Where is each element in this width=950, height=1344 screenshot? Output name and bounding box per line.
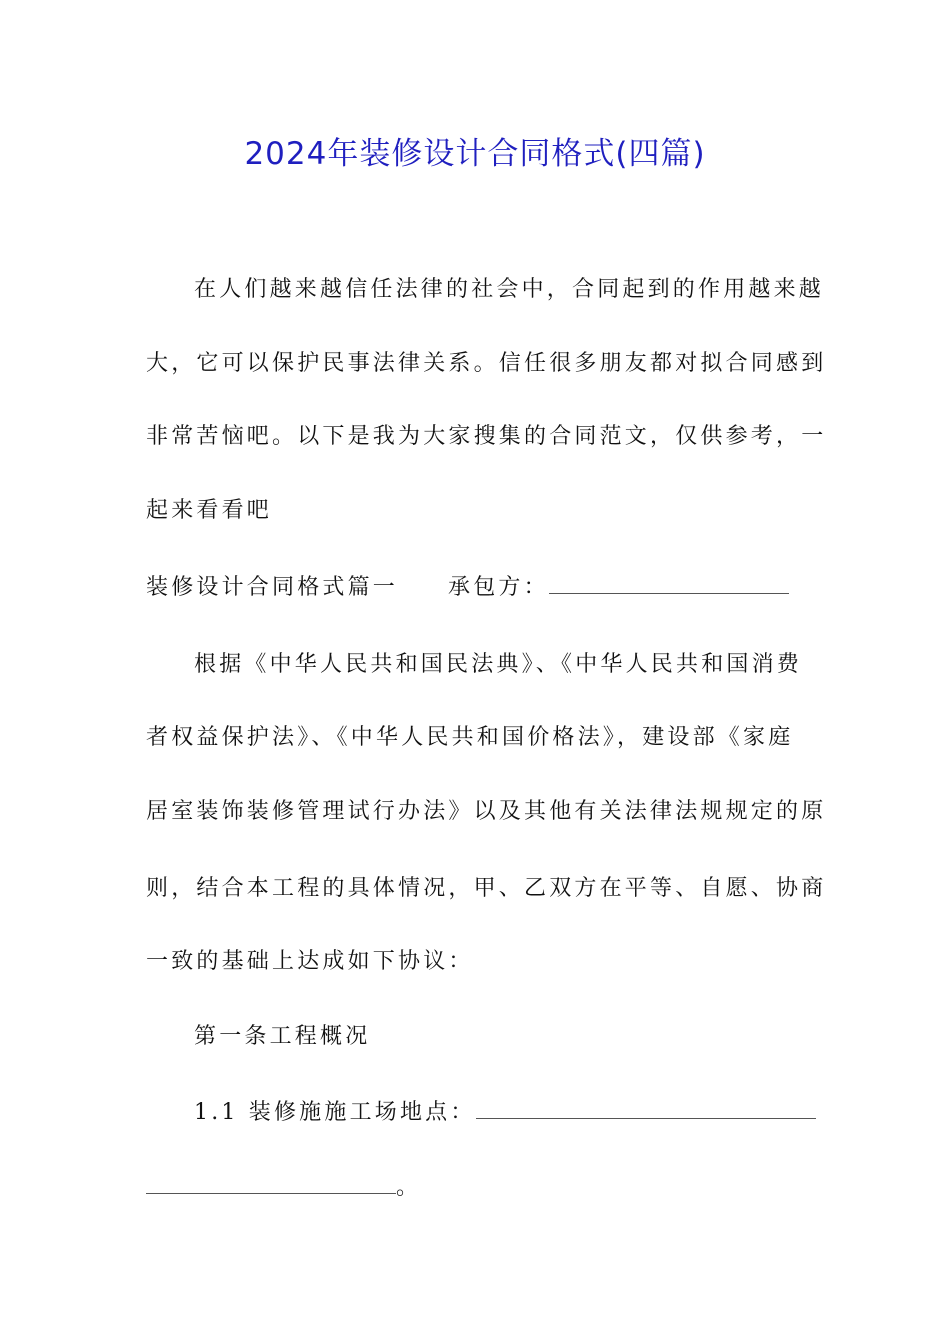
document-title: 2024年装修设计合同格式(四篇) — [244, 136, 706, 172]
basis-line-5: 一致的基础上达成如下协议： — [146, 949, 474, 974]
contractor-blank — [549, 573, 789, 594]
basis-line-4: 则，结合本工程的具体情况，甲、乙双方在平等、自愿、协商 — [146, 876, 827, 901]
contractor-label: 承包方： — [448, 575, 549, 600]
site-address-row — [194, 1095, 816, 1126]
intro-line-4: 起来看看吧 — [146, 498, 273, 523]
intro-line-2: 大，它可以保护民事法律关系。信任很多朋友都对拟合同感到 — [146, 351, 827, 376]
basis-line-1: 根据《中华人民共和国民法典》、《中华人民共和国消费 — [194, 652, 803, 677]
intro-line-3: 非常苦恼吧。以下是我为大家搜集的合同范文，仅供参考，一 — [146, 424, 827, 449]
site-address-blank-2 — [146, 1173, 396, 1194]
section-heading: 装修设计合同格式篇一 — [146, 575, 399, 600]
basis-line-2: 者权益保护法》、《中华人民共和国价格法》，建设部《家庭 — [146, 725, 794, 750]
site-address-end: 。 — [396, 1175, 422, 1200]
section-heading-row — [146, 570, 789, 601]
site-address-label: 1.1 装修施施工场地点： — [194, 1100, 476, 1125]
intro-line-1: 在人们越来越信任法律的社会中，合同起到的作用越来越 — [194, 277, 825, 302]
article-heading: 第一条工程概况 — [194, 1024, 371, 1049]
basis-line-3: 居室装饰装修管理试行办法》以及其他有关法律法规规定的原 — [146, 799, 827, 824]
site-address-continuation — [146, 1170, 421, 1201]
site-address-blank — [476, 1098, 816, 1119]
